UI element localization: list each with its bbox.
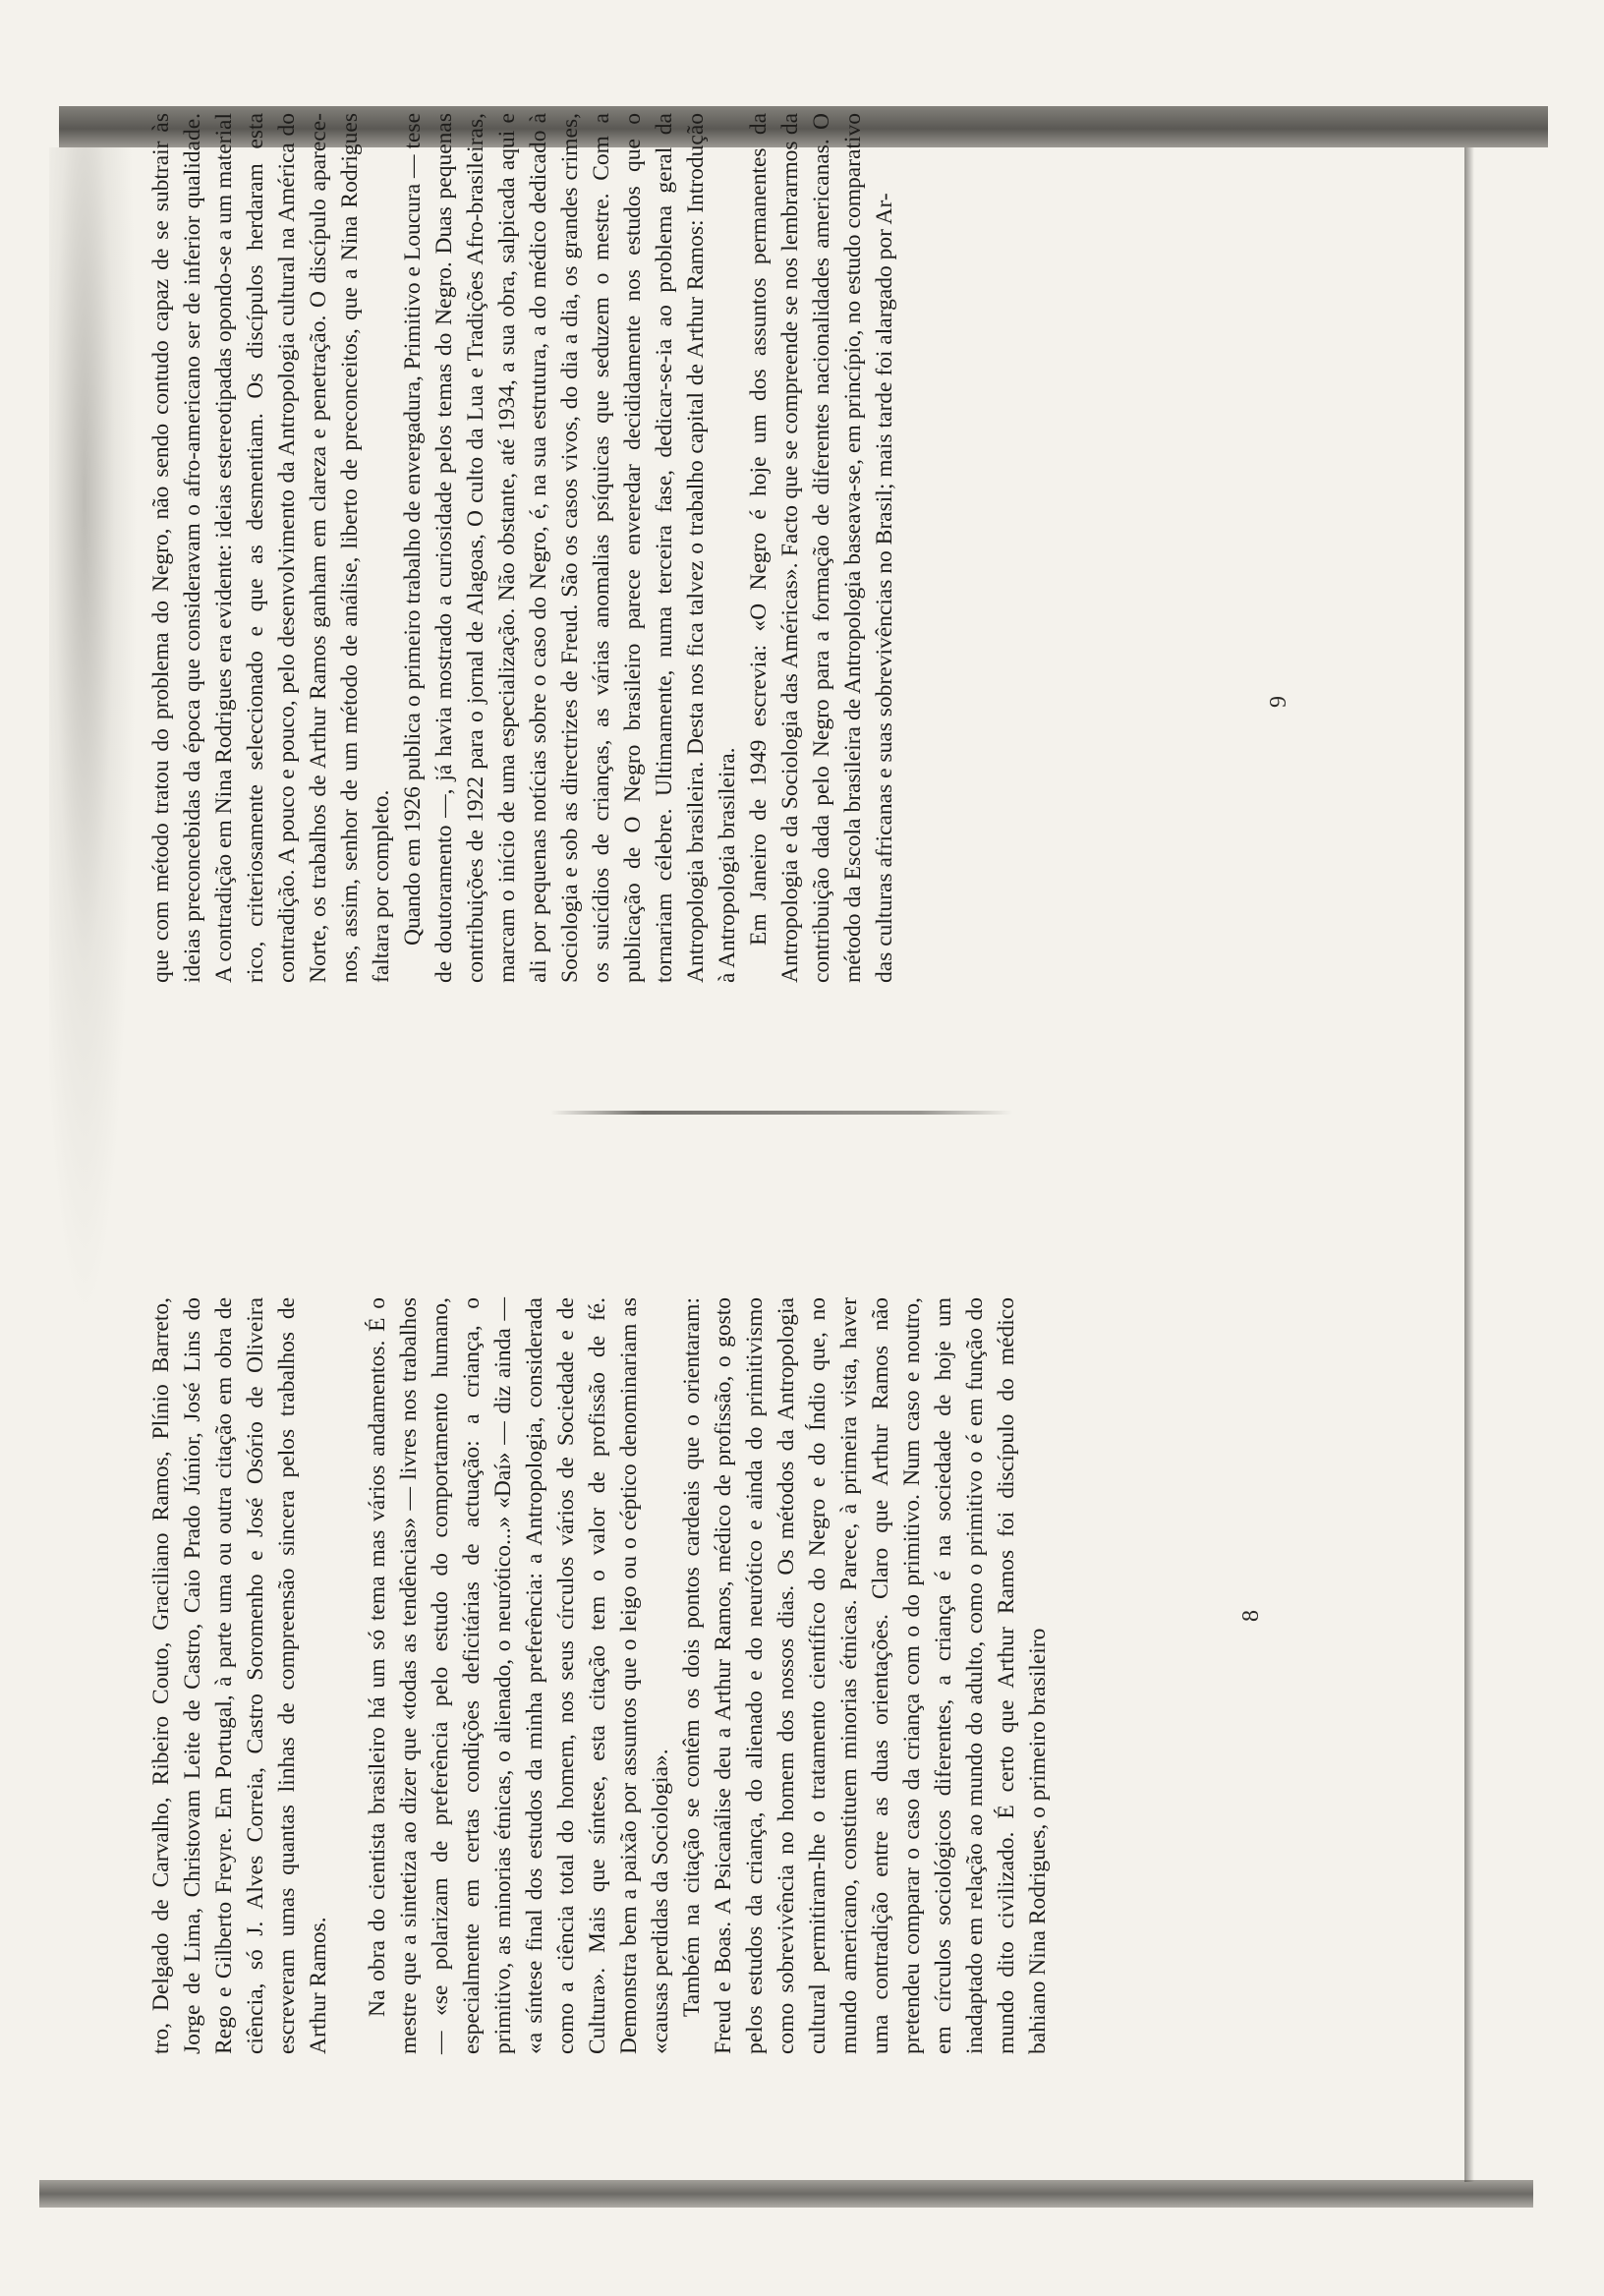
scan-edge-bottom — [39, 2180, 1533, 2208]
scan-edge-right — [1464, 147, 1474, 2182]
page-number-left: 8 — [1238, 1610, 1264, 1622]
right-page-paragraph: Quando em 1926 publica o primeiro trabalho de envergadura, Primitivo e Loucura — tese de doutoramento —, já havia mostrado a curiosidade pelos temas do Negro. Duas pequenas contribuições de 1922 para o jornal de Alagoas, O culto da Lua e Tradições Afro-brasileiras, marcam o início de uma especialização. Não obstante, até 1934, a sua obra, salpicada aqui e ali por pequenas notícias sobre o caso do Negro, é, na sua estrutura, a do médico dedicado à Sociologia e sob as directrizes de Freud. São os casos vivos, do dia a dia, os grandes crimes, os suicídios de crianças, as várias anomalias psíquicas que seduzem o mestre. Com a publicação de O Negro brasileiro parece enveredar decididamente nos estudos que o tornariam célebre. Ultimamente, numa terceira fase, dedicar-se-ia ao problema geral da Antropologia brasileira. Desta nos fica talvez o trabalho capital de Arthur Ramos: Introdução à Antropologia brasileira. — [400, 113, 740, 983]
left-page-paragraph: Na obra do cientista brasileiro há um só tema mas vários andamentos. É o mestre que a sintetiza ao dizer que «todas as tendências» — livres nos trabalhos — «se polarizam de preferência pelo estudo do comportamento humano, especialmente em certas condições deficitárias de actuação: a criança, o primitivo, as minorias étnicas, o alienado, o neurótico...» «Daí» — diz ainda — «a síntese final dos estudos da minha preferência: a Antropologia, considerada como a ciência total do homem, nos seus círculos vários de Sociedade e de Cultura». Mais que síntese, esta citação tem o valor de profissão de fé. Demonstra bem a paixão por assuntos que o leigo ou o céptico denominariam as «causas perdidas da Sociologia». — [365, 1297, 673, 2054]
right-page — [145, 113, 900, 983]
left-page-paragraph: tro, Delgado de Carvalho, Ribeiro Couto, Graciliano Ramos, Plínio Barreto, Jorge de Lima, Christovam Leite de Castro, Caio Prado Júnior, José Lins do Rego e Gilberto Freyre. Em Portugal, à parte uma ou outra citação em obra de ciência, só J. Alves Correia, Castro Soromenho e José Osório de Oliveira escreveram umas quantas linhas de compreensão sincera pelos trabalhos de Arthur Ramos. — [148, 1297, 331, 2054]
left-page — [145, 1297, 1054, 2054]
right-page-paragraph: Em Janeiro de 1949 escrevia: «O Negro é hoje um dos assuntos permanentes da Antropologia e da Sociologia das Américas». Facto que se compreende se nos lembrarmos da contribuição dada pelo Negro para a formação de diferentes nacionalidades americanas. O método da Escola brasileira de Antropologia baseava-se, em princípio, no estudo comparativo das culturas africanas e suas sobrevivências no Brasil; mais tarde foi alargado por Ar- — [746, 113, 897, 983]
page-fold-line — [550, 1111, 1012, 1115]
left-page-column — [145, 1297, 1054, 2054]
left-page-paragraph: Também na citação se contêm os dois pontos cardeais que o orientaram: Freud e Boas. A Psicanálise deu a Arthur Ramos, médico de profissão, o gosto pelos estudos da criança, do alienado e do neurótico e ainda do primitivismo como sobrevivência no homem dos nossos dias. Os métodos da Antropologia cultural permitiram-lhe o tratamento científico do Negro e do Índio que, no mundo americano, constituem minorias étnicas. Parece, à primeira vista, haver uma contradição entre as duas orientações. Claro que Arthur Ramos não pretendeu comparar o caso da criança com o do primitivo. Num caso e noutro, em círculos sociológicos diferentes, a criança é na sociedade de hoje um inadaptado em relação ao mundo do adulto, como o primitivo o é em função do mundo dito civilizado. É certo que Arthur Ramos foi discípulo do médico bahiano Nina Rodrigues, o primeiro brasileiro — [679, 1297, 1051, 2054]
page-number-right: 9 — [1266, 696, 1291, 708]
right-page-column — [145, 113, 900, 983]
right-page-paragraph: que com método tratou do problema do Negro, não sendo contudo capaz de se subtrair às ideias preconcebidas da época que consideravam o afro-americano ser de inferior qualidade. A contradição em Nina Rodrigues era evidente: ideias estereotipadas opondo-se a um material rico, criteriosamente seleccionado e que as desmentiam. Os discípulos herdaram esta contradição. A pouco e pouco, pelo desenvolvimento da Antropologia cultural na América do Norte, os trabalhos de Arthur Ramos ganham em clareza e penetração. O discípulo aparece-nos, assim, senhor de um método de análise, liberto de preconceitos, que a Nina Rodrigues faltara por completo. — [148, 113, 394, 983]
scan-shadow-left — [49, 147, 138, 1327]
